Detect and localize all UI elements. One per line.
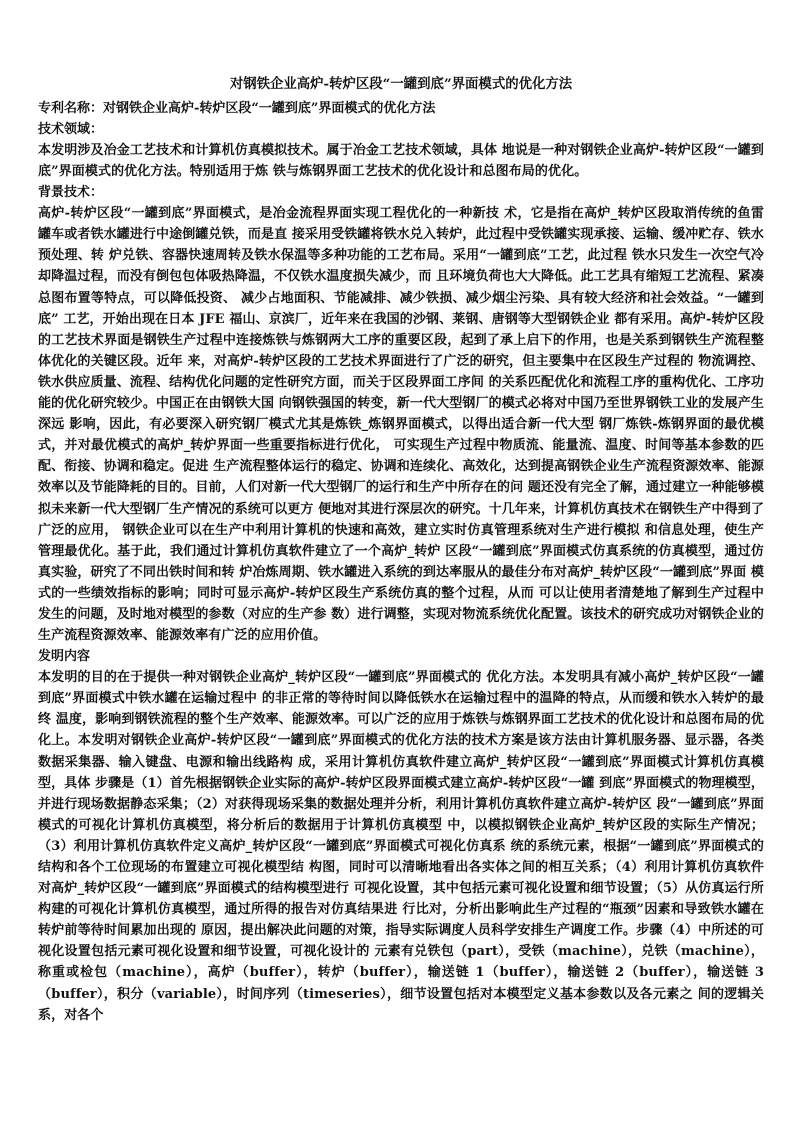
section-heading-background: 背景技术：	[38, 185, 104, 201]
content-paragraph: 本发明的目的在于提供一种对钢铁企业高炉_转炉区段“一罐到底”界面模式的 优化方法。本发明具有减小高炉_转炉区段“一罐到底”界面模式中铁水罐在运输过程中 的非正常的等待时间以降低铁水在运输过程中的温降的特点，从而缓和铁水入转炉的最终 温度，影响到钢铁流程的整个生产效率、能源效率。可以广泛的应用于炼铁与炼钢界面工艺技术的优化设计和总图布局的优化上。本发明对钢铁企业高炉-转炉区段“一罐到底”界面模式的优化方法的技术方案是该方法由计算机服务器、显示器，各类数据采集器、输入键盘、电源和输出线路构 成，采用计算机仿真软件建立高炉_转炉区段“一罐到底”界面模式计算机仿真模型，具体 步骤是（1）首先根据钢铁企业实际的高炉-转炉区段界面模式建立高炉-转炉区段“一罐 到底”界面模式的物理模型，并进行现场数据静态采集；（2）对获得现场采集的数据处理并分析，利用计算机仿真软件建立高炉-转炉区 段“一罐到底”界面模式的可视化计算机仿真模型，将分析后的数据用于计算机仿真模型 中，以模拟钢铁企业高炉_转炉区段的实际生产情况；（3）利用计算机仿真软件定义高炉_转炉区段“一罐到底”界面模式可视化仿真系 统的系统元素，根据“一罐到底”界面模式的结构和各个工位现场的布置建立可视化模型结 构图，同时可以清晰地看出各实体之间的相互关系；（4）利用计算机仿真软件对高炉_转炉区段“一罐到底”界面模式的结构模型进行 可视化设置，其中包括元素可视化设置和细节设置；（5）从仿真运行所构建的可视化计算机仿真模型，通过所得的报告对仿真结果进 行比对，分析出影响此生产过程的“瓶颈”因素和导致铁水罐在转炉前等待时间累加出现的 原因，提出解决此问题的对策，指导实际调度人员科学安排生产调度工作。步骤（4）中所述的可视化设置包括元素可视化设置和细节设置，可视化设计的 元素有兑铁包（part），受铁（machine），兑铁（machine），称重或检包（machine），高炉（buffer），转炉（buffer），输送链 1（buffer），输送链 2（buffer），输送链 3（buffer），积分（variable），时间序列（timeseries），细节设置包括对本模型定义基本参数以及各元素之 间的逻辑关系，对各个	[38, 670, 764, 1023]
section-heading-field: 技术领域：	[38, 122, 104, 137]
field-paragraph: 本发明涉及冶金工艺技术和计算机仿真模拟技术。属于冶金工艺技术领域，具体 地说是一种对钢铁企业高炉-转炉区段“一罐到底”界面模式的优化方法。特别适用于炼 铁与炼钢界面工艺技术的优化设计和总图布局的优化。	[38, 143, 764, 180]
patent-name: 专利名称：对钢铁企业高炉-转炉区段“一罐到底”界面模式的优化方法	[38, 101, 436, 116]
background-paragraph: 高炉-转炉区段“一罐到底”界面模式，是冶金流程界面实现工程优化的一种新技 术，它是指在高炉_转炉区段取消传统的鱼雷罐车或者铁水罐进行中途倒罐兑铁，而是直 接采用受铁罐将铁水兑入转炉，此过程中受铁罐实现承接、运输、缓冲贮存、铁水预处理、转 炉兑铁、容器快速周转及铁水保温等多种功能的工艺布局。采用“一罐到底”工艺，此过程 铁水只发生一次空气冷却降温过程，而没有倒包包体吸热降温，不仅铁水温度损失减少，而 且环境负荷也大大降低。此工艺具有缩短工艺流程、紧凑总图布置等特点，可以降低投资、 减少占地面积、节能减排、减少铁损、减少烟尘污染、具有较大经济和社会效益。“一罐到底” 工艺，开始出现在日本 JFE 福山、京滨厂，近年来在我国的沙钢、莱钢、唐钢等大型钢铁企业 都有采用。高炉-转炉区段的工艺技术界面是钢铁生产过程中连接炼铁与炼钢两大工序的重要区段，起到了承上启下的作用，也是关系到钢铁生产流程整体优化的关键区段。近年 来，对高炉-转炉区段的工艺技术界面进行了广泛的研究，但主要集中在区段生产过程的 物流调控、铁水供应质量、流程、结构优化问题的定性研究方面，而关于区段界面工序间 的关系匹配优化和流程工序的重构优化、工序功能的优化研究较少。中国正在由钢铁大国 向钢铁强国的转变，新一代大型钢厂的模式必将对中国乃至世界钢铁工业的发展产生深远 影响，因此，有必要深入研究钢厂模式尤其是炼铁_炼钢界面模式，以得出适合新一代大型 钢厂炼铁-炼钢界面的最优模式，并对最优模式的高炉_转炉界面一些重要指标进行优化， 可实现生产过程中物质流、能量流、温度、时间等基本参数的匹配、衔接、协调和稳定。促进 生产流程整体运行的稳定、协调和连续化、高效化，达到提高钢铁企业生产流程资源效率、能源效率以及节能降耗的目的。目前，人们对新一代大型钢厂的运行和生产中所存在的问 题还没有完全了解，通过建立一种能够模拟未来新一代大型钢厂生产情况的系统可以更方 便地对其进行深层次的研究。十几年来，计算机仿真技术在钢铁生产中得到了广泛的应用， 钢铁企业可以在生产中利用计算机的快速和高效，建立实时仿真管理系统对生产进行模拟 和信息处理，使生产管理最优化。基于此，我们通过计算机仿真软件建立了一个高炉_转炉 区段“一罐到底”界面模式仿真系统的仿真模型，通过仿真实验，研究了不同出铁时间和转 炉冶炼周期、铁水罐进入系统的到达率服从的最佳分布对高炉_转炉区段“一罐到底”界面 模式的一些绩效指标的影响；同时可显示高炉-转炉区段生产系统仿真的整个过程，从而 可以让使用者清楚地了解到生产过程中发生的问题，及时地对模型的参数（对应的生产参 数）进行调整，实现对物流系统优化配置。该技术的研究成功对钢铁企业的生产流程资源效率、能源效率有广泛的应用价值。	[38, 206, 764, 644]
document-title: 对钢铁企业高炉-转炉区段“一罐到底”界面模式的优化方法	[229, 76, 573, 92]
section-heading-content: 发明内容	[38, 649, 91, 665]
